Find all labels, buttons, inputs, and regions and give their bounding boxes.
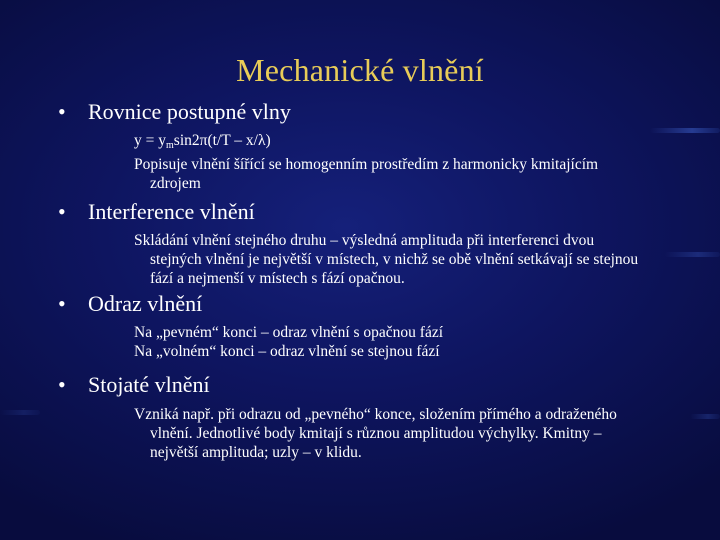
- heading-text: Odraz vlnění: [88, 291, 203, 316]
- reflection-free-end: Na „volném“ konci – odraz vlnění se stejnou fází: [134, 343, 440, 360]
- wave-formula: [134, 131, 644, 155]
- wave-equation-description: Popisuje vlnění šířící se homogenním prostředím z harmonicky kmitajícím zdrojem: [134, 156, 599, 192]
- heading-text: Interference vlnění: [88, 199, 255, 224]
- bullet-heading-reflection: [58, 291, 202, 317]
- bullet-heading-wave-equation: [58, 99, 291, 125]
- reflection-body: [134, 323, 644, 361]
- decorative-streak: [690, 414, 720, 419]
- interference-body: [134, 231, 644, 288]
- bullet-heading-standing-wave: [58, 372, 210, 398]
- decorative-streak: [650, 128, 720, 133]
- interference-description: Skládání vlnění stejného druhu – výsledná amplituda při interferenci dvou stejných vlnění je největší v místech, v nichž se obě vlnění setkávají se stejnou fází a nejmenší v místech s fází opačnou.: [134, 232, 639, 287]
- reflection-fixed-end: Na „pevném“ konci – odraz vlnění s opačnou fází: [134, 324, 444, 341]
- slide-title: Mechanické vlnění: [236, 52, 484, 88]
- decorative-streak: [0, 410, 40, 415]
- wave-equation-body: [134, 131, 644, 193]
- heading-text: Rovnice postupné vlny: [88, 99, 291, 124]
- formula-subscript: m: [166, 140, 174, 151]
- formula-suffix: sin2π(t/T – x/λ): [173, 132, 271, 149]
- bullet-marker: •: [58, 372, 66, 397]
- bullet-marker: •: [58, 291, 66, 316]
- bullet-heading-interference: [58, 199, 255, 225]
- standing-wave-description: Vzniká např. při odrazu od „pevného“ konce, složením přímého a odraženého vlnění. Jednotlivé body kmitají s různou amplitudou výchylky. Kmitny – největší amplituda; uzly – v klidu.: [134, 406, 617, 461]
- standing-wave-body: [134, 405, 634, 462]
- bullet-marker: •: [58, 99, 66, 124]
- heading-text: Stojaté vlnění: [88, 372, 210, 397]
- decorative-streak: [665, 252, 720, 257]
- formula-prefix: y = y: [134, 132, 166, 149]
- bullet-marker: •: [58, 199, 66, 224]
